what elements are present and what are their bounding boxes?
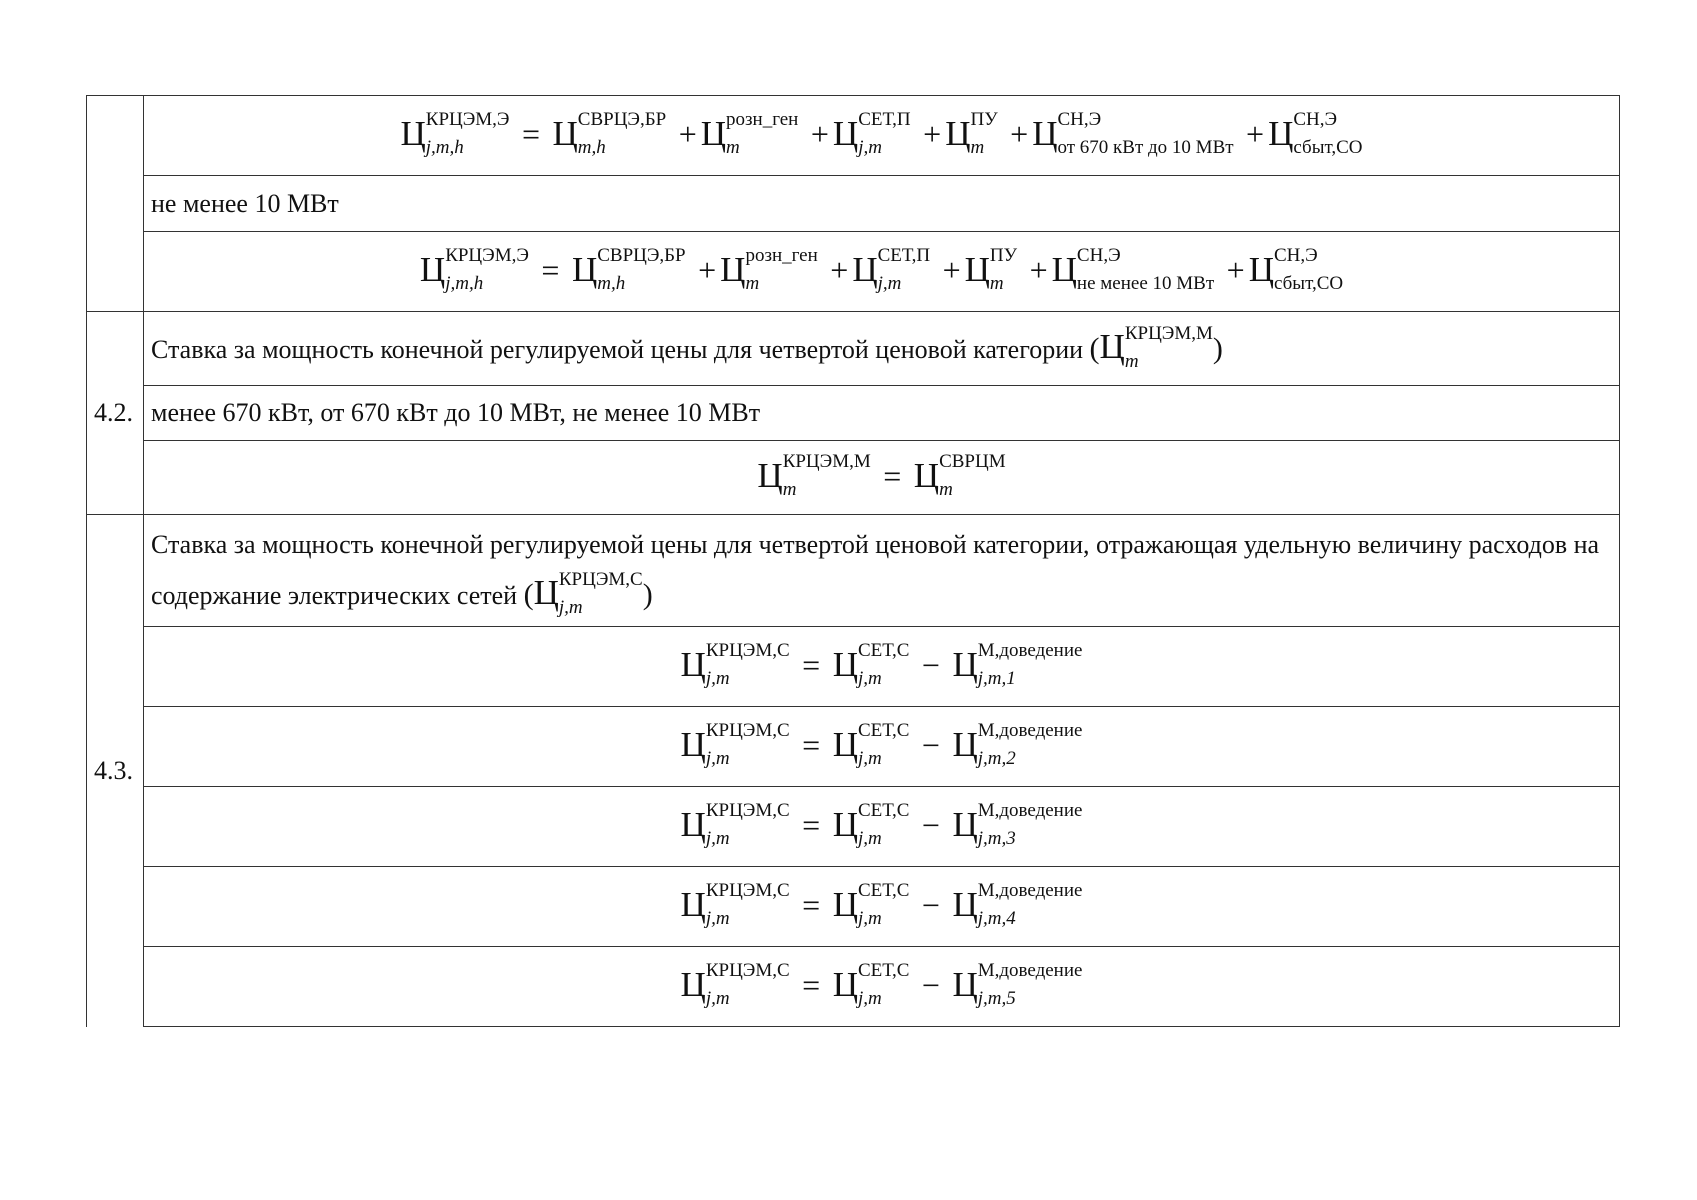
formula-symbol: Ц — [1051, 249, 1077, 289]
formula-symbol: Ц — [419, 249, 446, 289]
formula-symbol: Ц — [952, 644, 978, 684]
formula-symbol: Ц — [832, 113, 859, 153]
formula-symbol: Ц — [680, 804, 706, 844]
text-cell: менее 670 кВт, от 670 кВт до 10 МВт, не менее 10 МВт — [144, 386, 1620, 441]
paren-close: ) — [642, 578, 653, 611]
superscript: КРЦЭМ,C — [705, 720, 790, 742]
formula-cell — [144, 232, 1620, 312]
superscript: М,доведение — [977, 800, 1083, 822]
formula-cell — [144, 787, 1620, 867]
subscript: сбыт,СО — [1273, 273, 1344, 295]
section-4-3-header — [87, 515, 1620, 627]
formula-cell — [144, 947, 1620, 1027]
formula-symbol: Ц — [1099, 327, 1125, 366]
plus-sign: + — [678, 115, 697, 152]
formula-symbol: Ц — [571, 249, 598, 289]
superscript: ПУ — [989, 245, 1018, 267]
formula — [680, 800, 1083, 850]
text-row — [87, 386, 1620, 441]
subscript: m — [970, 137, 985, 159]
formula-symbol: Ц — [832, 644, 858, 684]
superscript: М,доведение — [977, 960, 1083, 982]
plus-sign: + — [1246, 115, 1265, 152]
plus-sign: + — [923, 115, 942, 152]
subscript: j,m — [857, 908, 882, 930]
formula-symbol: Ц — [945, 113, 971, 153]
formula-symbol: Ц — [533, 573, 559, 612]
section-4-2-header — [87, 312, 1620, 386]
subscript: j,m,3 — [977, 828, 1016, 850]
formula-symbol: Ц — [832, 804, 858, 844]
subscript: j,m,5 — [977, 988, 1016, 1010]
formula-symbol: Ц — [952, 724, 978, 764]
equals-sign: = — [883, 457, 902, 494]
tariff-table — [86, 95, 1620, 1027]
superscript: СЕТ,C — [857, 880, 910, 902]
subscript: j,m — [857, 748, 882, 770]
formula — [400, 109, 1363, 159]
equals-sign: = — [541, 251, 560, 288]
section-title: Ставка за мощность конечной регулируемой цены для четвертой ценовой категории, отражающая удельную величину расходов на содержание электрических сетей — [151, 530, 1600, 610]
paren-open: ( — [1089, 332, 1100, 365]
subscript: j,m — [857, 668, 882, 690]
formula-row — [87, 232, 1620, 312]
formula-symbol: Ц — [680, 884, 706, 924]
equals-sign: = — [802, 646, 821, 683]
minus-sign: − — [921, 886, 940, 923]
subscript: m — [1124, 351, 1139, 373]
formula-symbol: Ц — [952, 804, 978, 844]
subscript: j,m — [858, 137, 882, 159]
row-number-cell: 4.2. — [87, 312, 144, 515]
formula — [680, 640, 1083, 690]
paren-open: ( — [523, 578, 534, 611]
superscript: СЕТ,C — [857, 720, 910, 742]
superscript: СЕТ,П — [858, 109, 911, 131]
plus-sign: + — [942, 251, 961, 288]
formula-row — [87, 441, 1620, 515]
superscript: СВРЦЭ,БР — [597, 245, 686, 267]
formula-symbol: Ц — [1032, 113, 1058, 153]
subscript: j,m,h — [425, 137, 464, 159]
inline-formula — [1089, 323, 1223, 373]
superscript: СВРЦЭ,БР — [577, 109, 667, 131]
formula-symbol: Ц — [964, 249, 990, 289]
formula-symbol: Ц — [680, 724, 706, 764]
subscript: m — [939, 479, 953, 501]
formula-symbol: Ц — [680, 644, 706, 684]
superscript: СЕТ,C — [857, 640, 910, 662]
formula-cell — [144, 96, 1620, 176]
formula-symbol: Ц — [757, 455, 783, 495]
section-title-cell — [144, 312, 1620, 386]
superscript: М,доведение — [977, 880, 1083, 902]
equals-sign: = — [521, 115, 541, 152]
formula-symbol: Ц — [720, 249, 746, 289]
formula-symbol: Ц — [952, 964, 978, 1004]
equals-sign: = — [802, 806, 821, 843]
formula-symbol: Ц — [832, 964, 858, 1004]
subscript: j,m — [857, 988, 882, 1010]
superscript: СВРЦМ — [939, 451, 1006, 473]
formula-row — [87, 947, 1620, 1027]
formula — [680, 880, 1083, 930]
subscript: j,m — [705, 988, 730, 1010]
formula-symbol: Ц — [700, 113, 727, 153]
section-title-cell — [144, 515, 1620, 627]
subscript: m,h — [597, 273, 626, 295]
text-row — [87, 176, 1620, 232]
superscript: КРЦЭМ,М — [782, 451, 871, 473]
subscript: j,m,2 — [977, 748, 1016, 770]
minus-sign: − — [921, 646, 940, 683]
superscript: ПУ — [970, 109, 998, 131]
subscript: m — [782, 479, 797, 501]
superscript: М,доведение — [977, 640, 1083, 662]
formula-symbol: Ц — [852, 249, 878, 289]
formula-symbol: Ц — [952, 884, 978, 924]
superscript: КРЦЭМ,Э — [425, 109, 510, 131]
superscript: СЕТ,П — [877, 245, 931, 267]
superscript: КРЦЭМ,C — [705, 800, 790, 822]
superscript: розн_ген — [726, 109, 799, 131]
formula-row — [87, 96, 1620, 176]
formula-row — [87, 627, 1620, 707]
superscript: КРЦЭМ,C — [705, 960, 790, 982]
formula-symbol: Ц — [832, 884, 858, 924]
row-number-cell: 4.3. — [87, 515, 144, 1027]
superscript: СЕТ,C — [857, 960, 910, 982]
superscript: СН,Э — [1057, 109, 1102, 131]
row-number-cell — [87, 96, 144, 312]
subscript: j,m,h — [445, 273, 484, 295]
formula — [419, 245, 1344, 295]
superscript: КРЦЭМ,C — [558, 569, 643, 591]
plus-sign: + — [1226, 251, 1245, 288]
plus-sign: + — [698, 251, 717, 288]
subscript: не менее 10 МВт — [1076, 273, 1215, 295]
superscript: СЕТ,C — [857, 800, 910, 822]
subscript: m — [745, 273, 760, 295]
formula — [680, 720, 1083, 770]
formula — [757, 451, 1006, 501]
formula-cell — [144, 441, 1620, 515]
superscript: СН,Э — [1273, 245, 1318, 267]
subscript: сбыт,СО — [1293, 137, 1363, 159]
minus-sign: − — [921, 806, 940, 843]
subscript: m — [989, 273, 1004, 295]
subscript: j,m — [705, 748, 730, 770]
formula-symbol: Ц — [832, 724, 858, 764]
formula-row — [87, 787, 1620, 867]
text-cell: не менее 10 МВт — [144, 176, 1620, 232]
subscript: j,m — [558, 597, 583, 619]
paren-close: ) — [1212, 332, 1223, 365]
section-title: Ставка за мощность конечной регулируемой цены для четвертой ценовой категории — [151, 335, 1084, 364]
plus-sign: + — [810, 115, 829, 152]
superscript: КРЦЭМ,М — [1124, 323, 1213, 345]
formula-symbol: Ц — [913, 455, 940, 495]
subscript: j,m — [857, 828, 882, 850]
formula — [680, 960, 1083, 1010]
subscript: m — [726, 137, 740, 159]
subscript: j,m,4 — [977, 908, 1016, 930]
formula-cell — [144, 627, 1620, 707]
subscript: j,m,1 — [977, 668, 1016, 690]
equals-sign: = — [802, 966, 821, 1003]
inline-formula — [523, 569, 653, 619]
formula-symbol: Ц — [680, 964, 706, 1004]
superscript: СН,Э — [1293, 109, 1338, 131]
subscript: j,m — [705, 668, 730, 690]
subscript: j,m — [705, 828, 730, 850]
formula-cell — [144, 707, 1620, 787]
superscript: КРЦЭМ,C — [705, 880, 790, 902]
plus-sign: + — [1029, 251, 1048, 288]
equals-sign: = — [802, 726, 821, 763]
superscript: КРЦЭМ,Э — [445, 245, 529, 267]
superscript: СН,Э — [1076, 245, 1121, 267]
subscript: j,m — [705, 908, 730, 930]
formula-cell — [144, 867, 1620, 947]
minus-sign: − — [921, 966, 940, 1003]
subscript: m,h — [577, 137, 606, 159]
equals-sign: = — [802, 886, 821, 923]
subscript: j,m — [877, 273, 902, 295]
formula-symbol: Ц — [1268, 113, 1294, 153]
minus-sign: − — [921, 726, 940, 763]
formula-symbol: Ц — [552, 113, 578, 153]
superscript: КРЦЭМ,C — [705, 640, 790, 662]
subscript: от 670 кВт до 10 МВт — [1057, 137, 1234, 159]
formula-row — [87, 707, 1620, 787]
plus-sign: + — [830, 251, 849, 288]
superscript: розн_ген — [745, 245, 818, 267]
formula-row — [87, 867, 1620, 947]
formula-symbol: Ц — [400, 113, 426, 153]
superscript: М,доведение — [977, 720, 1083, 742]
plus-sign: + — [1010, 115, 1029, 152]
formula-symbol: Ц — [1248, 249, 1274, 289]
